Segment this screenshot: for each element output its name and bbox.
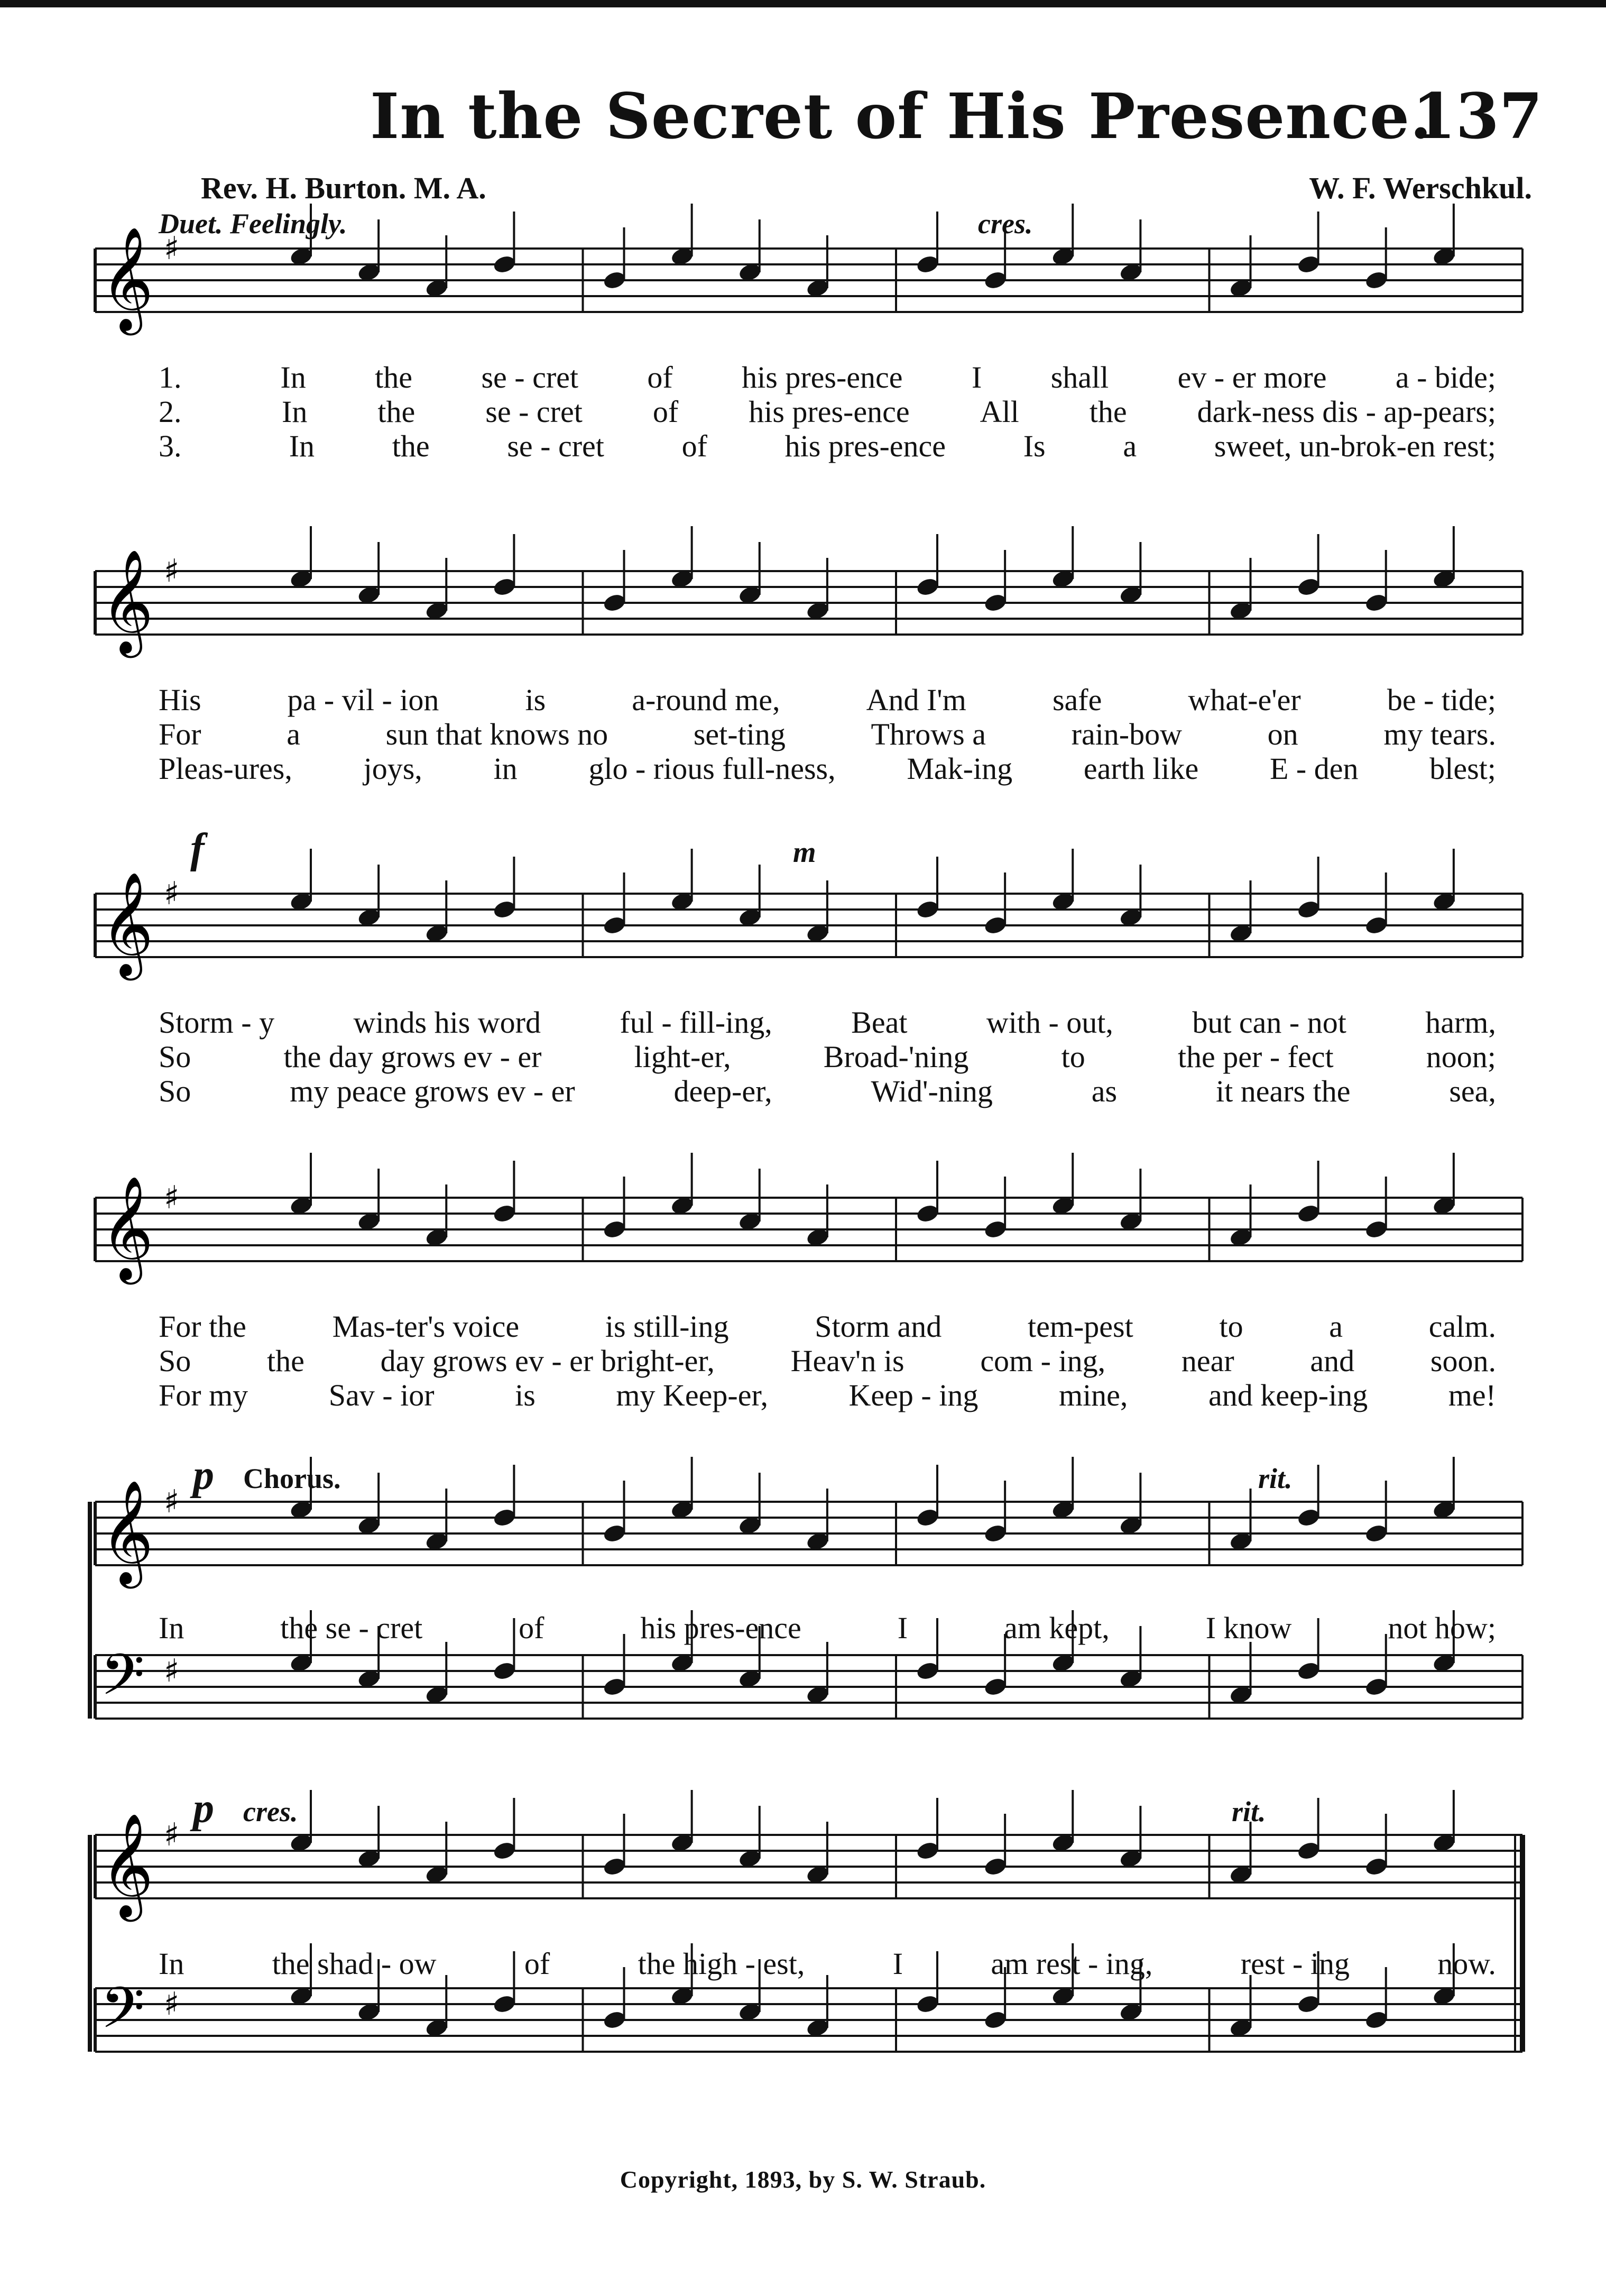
treble-clef-icon: 𝄞 xyxy=(100,1175,154,1280)
lyric-syllable: my Keep-er, xyxy=(616,1378,768,1412)
lyric-syllable: mine, xyxy=(1058,1378,1128,1412)
sharp-icon: ♯ xyxy=(164,553,180,590)
lyric-syllable: sun that knows no xyxy=(385,717,608,751)
lyric-syllable: a - bide; xyxy=(1395,360,1496,394)
lyric-syllable: ful - fill-ing, xyxy=(620,1005,772,1040)
verse-number: 1. xyxy=(159,360,182,394)
lyric-syllable: light-er, xyxy=(634,1040,731,1074)
lyric-syllable: So xyxy=(159,1040,191,1074)
lyric-syllable: on xyxy=(1267,717,1298,751)
lyric-syllable: the se - cret xyxy=(280,1611,423,1645)
lyric-syllable: set-ting xyxy=(693,717,786,751)
page-number: 137 xyxy=(1412,79,1543,153)
piano-marking: p xyxy=(193,1785,214,1832)
lyric-syllable: am kept, xyxy=(1004,1611,1110,1645)
lyric-line xyxy=(159,1946,1496,1981)
lyric-syllable: harm, xyxy=(1425,1005,1496,1040)
ritardando-marking-2: rit. xyxy=(1232,1796,1266,1827)
lyric-syllable: rest - ing xyxy=(1240,1946,1350,1981)
lyric-syllable: now. xyxy=(1437,1946,1496,1981)
lyric-syllable: and keep-ing xyxy=(1208,1378,1368,1412)
lyric-line xyxy=(159,717,1496,752)
lyric-syllable: Is xyxy=(1023,429,1046,463)
lyric-syllable: Pleas-ures, xyxy=(159,751,292,786)
lyric-syllable: In xyxy=(289,429,315,463)
lyric-syllable: soon. xyxy=(1430,1344,1496,1378)
crescendo-marking: cres. xyxy=(978,208,1033,240)
treble-clef-icon: 𝄞 xyxy=(100,226,154,331)
lyric-syllable: day grows ev - er bright-er, xyxy=(380,1344,715,1378)
lyric-syllable: pa - vil - ion xyxy=(287,683,439,717)
lyric-syllable: Wid'-ning xyxy=(871,1074,993,1108)
treble-clef-icon: 𝄞 xyxy=(100,871,154,976)
lyric-syllable: Storm - y xyxy=(159,1005,275,1040)
lyric-syllable: dark-ness dis - ap-pears; xyxy=(1197,394,1496,429)
lyric-line xyxy=(159,751,1496,786)
lyric-syllable: Mak-ing xyxy=(907,751,1013,786)
lyric-syllable: blest; xyxy=(1429,751,1496,786)
lyric-syllable: in xyxy=(493,751,518,786)
lyric-syllable: a xyxy=(287,717,300,751)
lyric-syllable: of xyxy=(652,394,679,429)
sharp-icon: ♯ xyxy=(164,1483,180,1520)
lyric-syllable: the xyxy=(377,394,416,429)
lyric-line xyxy=(159,1073,1496,1109)
lyric-syllable: So xyxy=(159,1344,191,1378)
lyric-syllable: is xyxy=(515,1378,536,1412)
lyric-line xyxy=(159,1005,1496,1040)
lyric-line xyxy=(159,682,1496,718)
lyric-syllable: se - cret xyxy=(507,429,604,463)
lyric-syllable: the high - est, xyxy=(638,1946,805,1981)
lyric-syllable: Heav'n is xyxy=(790,1344,904,1378)
lyric-line xyxy=(159,360,1496,395)
lyric-syllable: the xyxy=(392,429,430,463)
lyric-syllable: In xyxy=(280,360,306,394)
lyric-syllable: the shad - ow xyxy=(272,1946,437,1981)
lyric-syllable: Beat xyxy=(851,1005,908,1040)
lyric-syllable: what-e'er xyxy=(1188,683,1301,717)
lyric-syllable: sweet, un-brok-en rest; xyxy=(1214,429,1496,463)
lyric-syllable: to xyxy=(1061,1040,1085,1074)
lyric-syllable: his pres-ence xyxy=(640,1611,801,1645)
lyric-syllable: of xyxy=(681,429,707,463)
lyric-syllable: Storm and xyxy=(815,1309,942,1344)
lyric-syllable: of xyxy=(524,1946,550,1981)
lyric-syllable: joys, xyxy=(363,751,422,786)
treble-clef-icon: 𝄞 xyxy=(100,1813,154,1917)
lyric-syllable: rain-bow xyxy=(1071,717,1182,751)
lyric-syllable: of xyxy=(647,360,673,394)
lyric-syllable: I xyxy=(892,1946,903,1981)
lyric-syllable: earth like xyxy=(1083,751,1199,786)
bass-clef-icon: 𝄢 xyxy=(100,1974,145,2055)
lyric-syllable: deep-er, xyxy=(673,1074,772,1108)
bass-clef-icon: 𝄢 xyxy=(100,1641,145,1722)
lyric-syllable: is still-ing xyxy=(605,1309,729,1344)
lyric-syllable: In xyxy=(159,1611,184,1645)
lyric-syllable: calm. xyxy=(1428,1309,1496,1344)
lyric-syllable: For xyxy=(159,717,201,751)
lyric-syllable: as xyxy=(1091,1074,1118,1108)
lyric-syllable: And I'm xyxy=(866,683,966,717)
lyric-syllable: my peace grows ev - er xyxy=(290,1074,575,1108)
lyric-syllable: For my xyxy=(159,1378,248,1412)
verse-number: 2. xyxy=(159,394,182,429)
tempo-marking: Duet. Feelingly. xyxy=(159,208,347,240)
lyric-syllable: with - out, xyxy=(986,1005,1113,1040)
lyric-syllable: and xyxy=(1310,1344,1355,1378)
lyric-syllable: For the xyxy=(159,1309,246,1344)
lyric-syllable: the xyxy=(1089,394,1127,429)
lyric-syllable: a-round me, xyxy=(632,683,780,717)
lyric-syllable: not how; xyxy=(1388,1611,1496,1645)
lyric-syllable: com - ing, xyxy=(980,1344,1106,1378)
lyric-syllable: be - tide; xyxy=(1387,683,1496,717)
lyric-syllable: Keep - ing xyxy=(848,1378,979,1412)
lyric-syllable: I know xyxy=(1205,1611,1292,1645)
composer-credit: W. F. Werschkul. xyxy=(1309,171,1532,205)
lyric-syllable: In xyxy=(159,1946,184,1981)
lyric-line xyxy=(159,394,1496,429)
lyric-syllable: se - cret xyxy=(481,360,578,394)
lyric-syllable: Broad-'ning xyxy=(823,1040,969,1074)
lyric-syllable: a xyxy=(1329,1309,1343,1344)
lyric-syllable: the xyxy=(375,360,413,394)
sharp-icon: ♯ xyxy=(164,1986,180,2023)
lyric-syllable: All xyxy=(980,394,1019,429)
lyric-syllable: his pres-ence xyxy=(784,429,946,463)
lyric-syllable: In xyxy=(282,394,308,429)
sharp-icon: ♯ xyxy=(164,1816,180,1853)
treble-clef-icon: 𝄞 xyxy=(100,1480,154,1584)
verse-number: 3. xyxy=(159,429,182,463)
lyric-syllable: Throws a xyxy=(871,717,986,751)
sharp-icon: ♯ xyxy=(164,1179,180,1216)
lyric-line xyxy=(159,1309,1496,1344)
hymn-title: In the Secret of His Presence. xyxy=(370,79,1433,153)
lyric-syllable: but can - not xyxy=(1192,1005,1346,1040)
lyric-syllable: E - den xyxy=(1270,751,1359,786)
sharp-icon: ♯ xyxy=(164,1652,180,1689)
lyric-syllable: near xyxy=(1181,1344,1234,1378)
sharp-icon: ♯ xyxy=(164,230,180,267)
lyric-line xyxy=(159,1377,1496,1413)
mezzo-marking: m xyxy=(793,836,816,869)
lyric-syllable: the xyxy=(267,1344,304,1378)
lyric-syllable: am rest - ing, xyxy=(991,1946,1153,1981)
lyric-syllable: I xyxy=(897,1611,908,1645)
ritardando-marking: rit. xyxy=(1258,1463,1293,1494)
lyric-syllable: Sav - ior xyxy=(328,1378,435,1412)
copyright-notice: Copyright, 1893, by S. W. Straub. xyxy=(620,2166,986,2193)
lyric-syllable: winds his word xyxy=(353,1005,541,1040)
lyric-syllable: his pres-ence xyxy=(742,360,903,394)
lyric-line xyxy=(159,428,1496,464)
lyric-syllable: of xyxy=(519,1611,544,1645)
lyric-syllable: glo - rious full-ness, xyxy=(588,751,836,786)
lyric-syllable: the per - fect xyxy=(1177,1040,1334,1074)
lyric-syllable: ev - er more xyxy=(1177,360,1327,394)
lyric-syllable: to xyxy=(1219,1309,1243,1344)
lyric-syllable: a xyxy=(1123,429,1137,463)
lyric-line xyxy=(159,1039,1496,1074)
lyric-line xyxy=(159,1610,1496,1646)
lyric-syllable: Mas-ter's voice xyxy=(332,1309,520,1344)
piano-chorus-marking: p xyxy=(193,1452,214,1499)
lyric-syllable: it nears the xyxy=(1216,1074,1351,1108)
lyric-syllable: So xyxy=(159,1074,191,1108)
lyric-syllable: se - cret xyxy=(485,394,583,429)
treble-clef-icon: 𝄞 xyxy=(100,549,154,654)
chorus-label: Chorus. xyxy=(243,1463,341,1494)
forte-marking: f xyxy=(190,825,205,872)
lyric-syllable: safe xyxy=(1052,683,1102,717)
lyric-syllable: me! xyxy=(1448,1378,1496,1412)
lyric-syllable: noon; xyxy=(1426,1040,1496,1074)
lyric-syllable: is xyxy=(525,683,546,717)
lyric-syllable: His xyxy=(159,683,201,717)
lyric-syllable: tem-pest xyxy=(1028,1309,1133,1344)
lyric-syllable: my tears. xyxy=(1383,717,1496,751)
sharp-icon: ♯ xyxy=(164,875,180,912)
lyric-syllable: his pres-ence xyxy=(749,394,910,429)
lyric-syllable: the day grows ev - er xyxy=(283,1040,542,1074)
lyric-syllable: sea, xyxy=(1449,1074,1496,1108)
lyric-line xyxy=(159,1343,1496,1379)
lyricist-credit: Rev. H. Burton. M. A. xyxy=(201,171,486,205)
lyric-syllable: shall xyxy=(1050,360,1109,394)
crescendo-marking-2: cres. xyxy=(243,1796,298,1827)
lyric-syllable: I xyxy=(971,360,982,394)
